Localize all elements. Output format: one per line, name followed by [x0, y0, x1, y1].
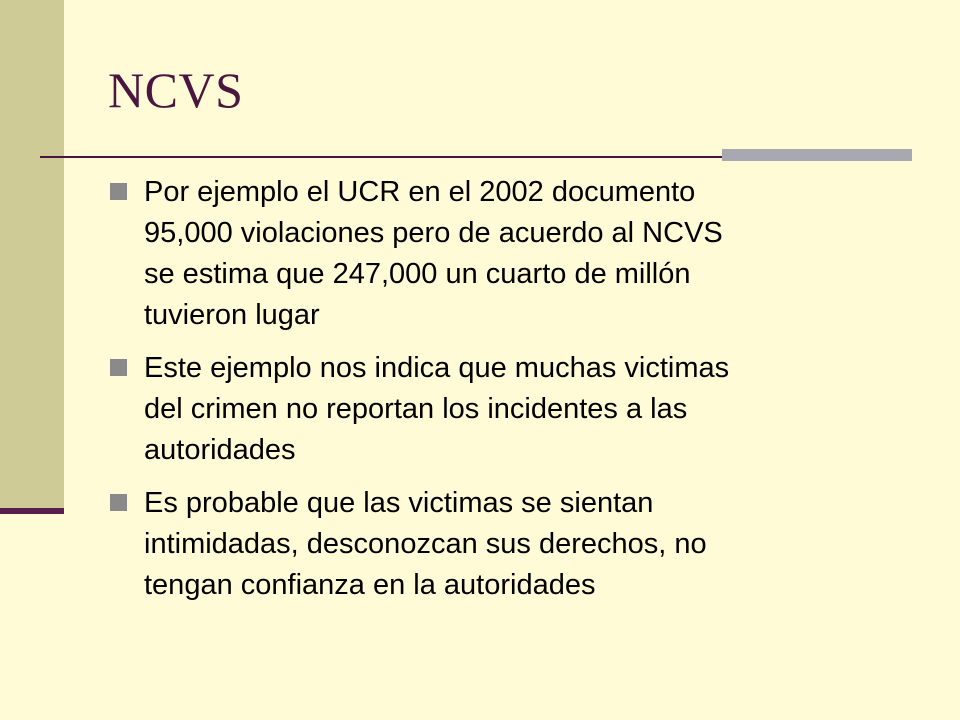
bullet-2-line-2: del crimen no reportan los incidentes a las	[144, 393, 688, 425]
bullet-item-2	[110, 348, 900, 471]
bullet-item-3	[110, 483, 900, 606]
bullet-list	[110, 172, 900, 618]
bullet-1-line-2: 95,000 violaciones pero de acuerdo al NCVS	[144, 217, 723, 249]
bullet-3-line-1: Es probable que las victimas se sientan	[144, 487, 654, 519]
title-rule-accent-block	[722, 149, 912, 161]
square-bullet-icon	[110, 183, 127, 200]
bullet-item-1	[110, 172, 900, 336]
bullet-3-line-2: intimidadas, desconozcan sus derechos, no	[144, 528, 707, 560]
bullet-1-line-4: tuvieron lugar	[144, 299, 320, 331]
slide-title: NCVS	[108, 62, 244, 118]
bullet-3-line-3: tengan confianza en la autoridades	[144, 569, 596, 601]
left-decorative-stripe	[0, 0, 64, 513]
bullet-1-line-3: se estima que 247,000 un cuarto de millón	[144, 258, 691, 290]
square-bullet-icon	[110, 494, 127, 511]
square-bullet-icon	[110, 359, 127, 376]
left-stripe-accent-bar	[0, 508, 64, 514]
bullet-2-line-1: Este ejemplo nos indica que muchas victimas	[144, 352, 730, 384]
bullet-2-line-3: autoridades	[144, 434, 296, 466]
bullet-1-line-1: Por ejemplo el UCR en el 2002 documento	[144, 176, 696, 208]
